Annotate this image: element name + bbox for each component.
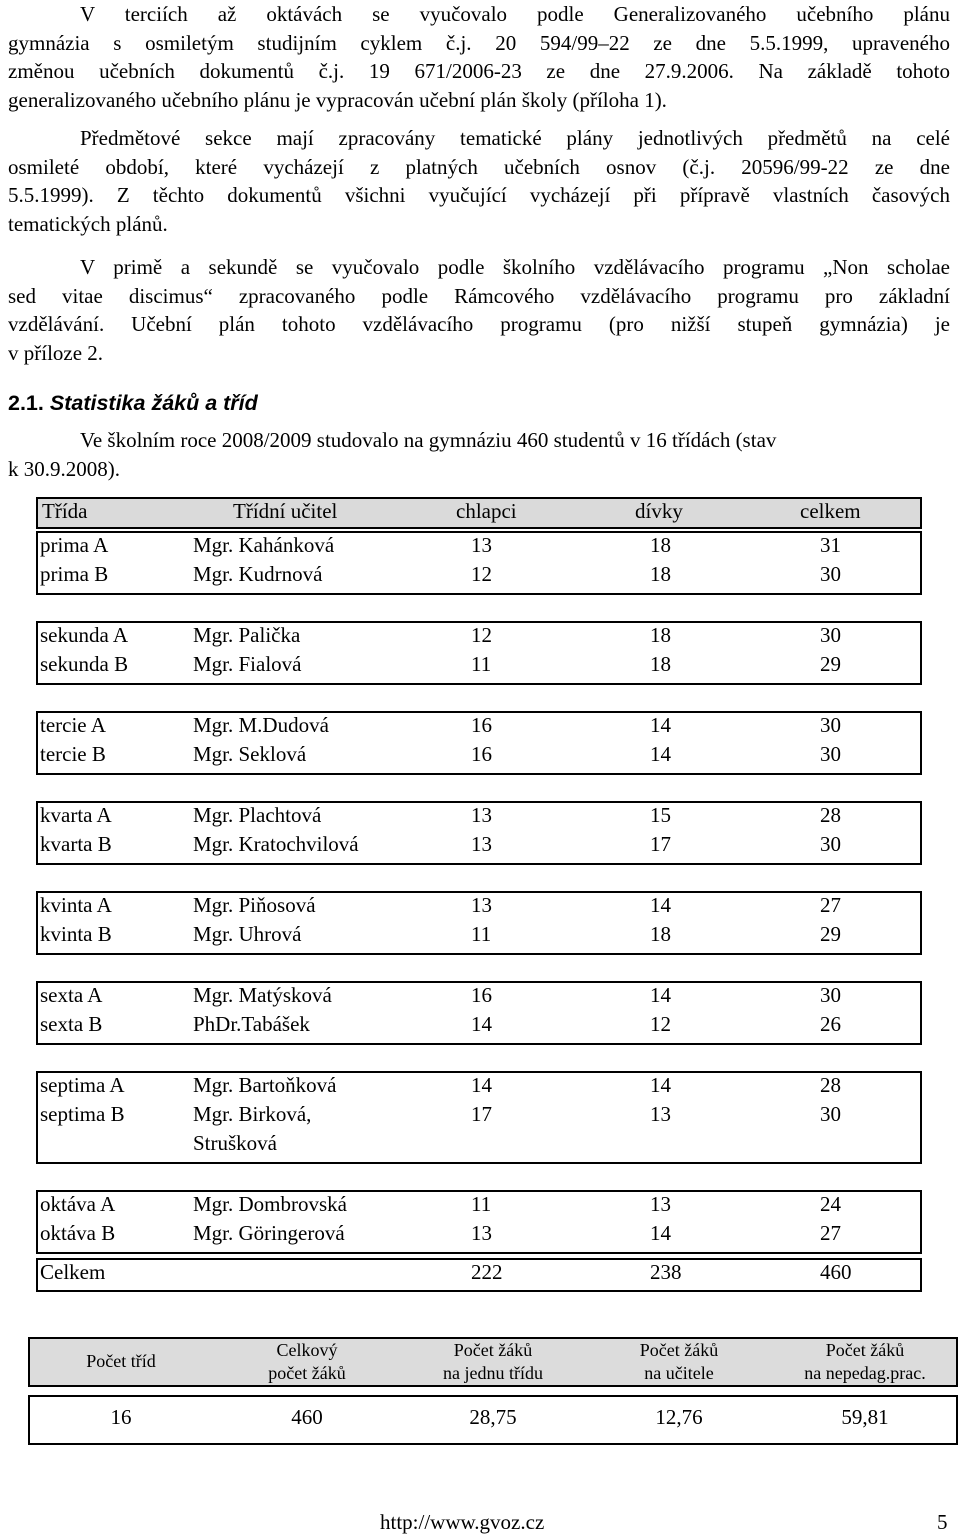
table-cell: 14	[650, 713, 671, 737]
table-cell: 31	[820, 533, 841, 557]
table-cell: 12	[471, 562, 492, 586]
table-cell: tercie B	[40, 742, 106, 766]
text-line: osmileté období, které vycházejí z platných učebních osnov (č.j. 20596/99-22 ze dne	[8, 154, 950, 179]
table-cell: Mgr. Fialová	[193, 652, 302, 676]
table-cell: Mgr. Birková,	[193, 1102, 312, 1126]
table-cell: 13	[650, 1192, 671, 1216]
table-cell: kvinta B	[40, 922, 112, 946]
text-line: V primě a sekundě se vyučovalo podle školního vzdělávacího programu „Non scholae	[80, 255, 950, 279]
text-line: vzdělávání. Učební plán tohoto vzdělávacího programu (pro nižší stupeň gymnázia) je	[8, 312, 950, 336]
header-girls: dívky	[635, 499, 683, 523]
table-cell: Mgr. Matýsková	[193, 983, 332, 1007]
text-line: změnou učebních dokumentů č.j. 19 671/2006-23 ze dne 27.9.2006. Na základě tohoto	[8, 59, 950, 83]
total-cell: Celkem	[40, 1260, 106, 1284]
total-cell: 460	[820, 1260, 852, 1284]
table-cell: tercie A	[40, 713, 106, 737]
table-cell: 14	[650, 1073, 671, 1097]
table-cell: 16	[471, 742, 492, 766]
table-cell: 30	[820, 832, 841, 856]
paragraph-3	[8, 253, 950, 367]
summary-header-line: Počet tříd	[86, 1351, 156, 1371]
page-number: 5	[937, 1510, 948, 1534]
table-cell: 26	[820, 1012, 841, 1036]
table-cell: 28	[820, 803, 841, 827]
text-line: generalizovaného učebního plánu je vypracován učební plán školy (příloha 1).	[8, 87, 667, 112]
summary-value-cell: 28,75	[469, 1405, 517, 1429]
table-cell: oktáva B	[40, 1221, 116, 1245]
section-heading	[8, 391, 258, 416]
table-cell: kvarta B	[40, 832, 112, 856]
header-total: celkem	[800, 499, 861, 523]
text-line: Předmětové sekce mají zpracovány tematické plány jednotlivých předmětů na celé	[80, 126, 950, 150]
table-cell: 14	[471, 1012, 492, 1036]
paragraph-2	[8, 124, 950, 238]
table-cell: 12	[650, 1012, 671, 1036]
table-cell: 27	[820, 1221, 841, 1245]
summary-header-line: Počet žáků	[639, 1340, 719, 1360]
table-cell: 30	[820, 983, 841, 1007]
text-line: k 30.9.2008).	[8, 456, 120, 481]
table-cell: sexta B	[40, 1012, 103, 1036]
summary-header-line: na nepedag.prac.	[804, 1363, 926, 1383]
table-cell: Mgr. M.Dudová	[193, 713, 329, 737]
table-cell: Mgr. Plachtová	[193, 803, 322, 827]
text-line: V terciích až oktávách se vyučovalo podle Generalizovaného učebního plánu	[80, 2, 950, 26]
summary-value-cell: 460	[291, 1405, 323, 1429]
table-cell: 18	[650, 623, 671, 647]
table-cell: Mgr. Uhrová	[193, 922, 302, 946]
table-cell: 11	[471, 1192, 492, 1216]
summary-header-cell	[28, 1350, 214, 1373]
table-cell: 30	[820, 562, 841, 586]
summary-header-line: Počet žáků	[453, 1340, 533, 1360]
table-cell: sekunda B	[40, 652, 129, 676]
table-cell: 30	[820, 742, 841, 766]
table-cell: 14	[650, 893, 671, 917]
summary-header-cell	[400, 1339, 586, 1385]
table-cell: 17	[650, 832, 671, 856]
table-cell: 16	[471, 713, 492, 737]
table-cell: Mgr. Bartoňková	[193, 1073, 337, 1097]
summary-header-line: na jednu třídu	[443, 1363, 543, 1383]
table-cell: 27	[820, 893, 841, 917]
text-line: Ve školním roce 2008/2009 studovalo na gymnáziu 460 studentů v 16 třídách (stav	[80, 428, 777, 452]
text-line: v příloze 2.	[8, 340, 104, 365]
summary-header-line: počet žáků	[268, 1363, 346, 1383]
table-cell: Mgr. Palička	[193, 623, 301, 647]
summary-header-cell	[586, 1339, 772, 1385]
table-cell: 18	[650, 652, 671, 676]
paragraph-1	[8, 0, 950, 114]
footer-url[interactable]: http://www.gvoz.cz	[380, 1510, 545, 1534]
header-class: Třída	[42, 499, 88, 523]
summary-value-cell: 12,76	[655, 1405, 703, 1429]
table-cell: 18	[650, 562, 671, 586]
summary-header-line: Celkový	[276, 1340, 338, 1360]
text-line: 5.5.1999). Z těchto dokumentů všichni vyučující vycházejí při přípravě vlastních časových	[8, 183, 950, 207]
table-cell: oktáva A	[40, 1192, 116, 1216]
table-cell: sexta A	[40, 983, 103, 1007]
table-cell: Mgr. Kahánková	[193, 533, 335, 557]
summary-value-cell: 16	[110, 1405, 132, 1429]
table-cell: Mgr. Kudrnová	[193, 562, 323, 586]
summary-header-line: na učitele	[644, 1363, 714, 1383]
table-cell: 17	[471, 1102, 492, 1126]
text-line: gymnázia s osmiletým studijním cyklem č.j. 20 594/99–22 ze dne 5.5.1999, upraveného	[8, 30, 950, 55]
table-cell: septima A	[40, 1073, 125, 1097]
table-cell: 14	[650, 983, 671, 1007]
header-teacher: Třídní učitel	[233, 499, 338, 523]
table-cell: 18	[650, 922, 671, 946]
section-number: 2.1.	[8, 391, 44, 415]
table-cell: septima B	[40, 1102, 125, 1126]
table-cell: Mgr. Seklová	[193, 742, 307, 766]
text-line: sed vitae discimus“ zpracovaného podle Rámcového vzdělávacího programu pro základní	[8, 283, 950, 308]
table-cell: 29	[820, 652, 841, 676]
table-cell: prima A	[40, 533, 109, 557]
table-cell: 24	[820, 1192, 841, 1216]
table-cell: 11	[471, 652, 492, 676]
table-cell: Mgr. Piňosová	[193, 893, 316, 917]
header-boys: chlapci	[456, 499, 517, 523]
paragraph-4	[8, 426, 950, 483]
table-cell: sekunda A	[40, 623, 129, 647]
table-cell: 14	[471, 1073, 492, 1097]
section-title: Statistika žáků a tříd	[49, 391, 258, 415]
table-cell: kvarta A	[40, 803, 112, 827]
summary-value-cell: 59,81	[841, 1405, 889, 1429]
table-cell: Strušková	[193, 1131, 277, 1155]
table-cell: 13	[471, 803, 492, 827]
table-cell: 13	[650, 1102, 671, 1126]
table-cell: Mgr. Dombrovská	[193, 1192, 347, 1216]
table-cell: 30	[820, 623, 841, 647]
table-cell: 18	[650, 533, 671, 557]
table-cell: 15	[650, 803, 671, 827]
table-cell: 30	[820, 1102, 841, 1126]
summary-header-line: Počet žáků	[825, 1340, 905, 1360]
table-cell: 13	[471, 832, 492, 856]
table-cell: Mgr. Göringerová	[193, 1221, 345, 1245]
table-cell: 13	[471, 893, 492, 917]
table-cell: 14	[650, 1221, 671, 1245]
table-cell: 11	[471, 922, 492, 946]
summary-header-cell	[772, 1339, 958, 1385]
summary-table	[28, 1337, 958, 1445]
table-cell: 28	[820, 1073, 841, 1097]
table-cell: PhDr.Tabášek	[193, 1012, 310, 1036]
table-cell: 16	[471, 983, 492, 1007]
table-cell: 13	[471, 1221, 492, 1245]
table-cell: 29	[820, 922, 841, 946]
total-cell: 222	[471, 1260, 503, 1284]
table-cell: kvinta A	[40, 893, 112, 917]
table-cell: prima B	[40, 562, 109, 586]
text-line: tematických plánů.	[8, 211, 168, 236]
summary-header-cell	[214, 1339, 400, 1385]
table-cell: Mgr. Kratochvilová	[193, 832, 359, 856]
table-cell: 30	[820, 713, 841, 737]
table-cell: 13	[471, 533, 492, 557]
table-cell: 12	[471, 623, 492, 647]
table-cell: 14	[650, 742, 671, 766]
total-cell: 238	[650, 1260, 682, 1284]
